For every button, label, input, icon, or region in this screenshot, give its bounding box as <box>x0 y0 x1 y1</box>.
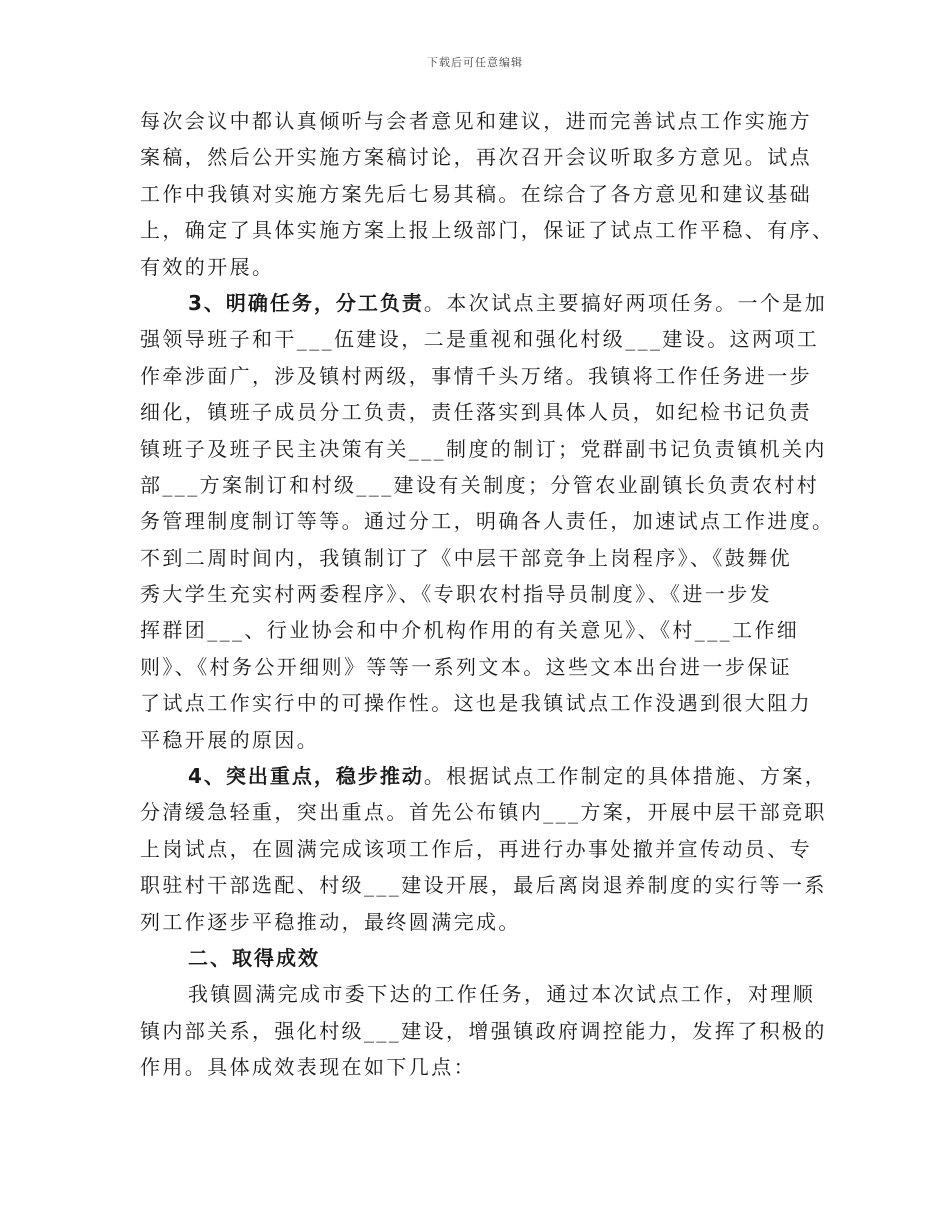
paragraph-results <box>140 976 827 1085</box>
text-line: 我镇圆满完成市委下达的工作任务，通过本次试点工作，对理顺 <box>188 982 816 1007</box>
paragraph-task-division <box>140 285 835 758</box>
text-line: 则》、《村务公开细则》等等一系列文本。这些文本出台进一步保证 <box>140 654 792 679</box>
text-line: 镇班子及班子民主决策有关___制度的制订；党群副书记负责镇机关内 <box>140 436 827 461</box>
point-heading: 4、突出重点，稳步推动 <box>188 764 424 789</box>
section-heading-results <box>140 940 820 976</box>
text-line: 了试点工作实行中的可操作性。这也是我镇试点工作没遇到很大阻力 <box>140 691 812 716</box>
text-line: 细化，镇班子成员分工负责，责任落实到具体人员，如纪检书记负责 <box>140 400 812 425</box>
text-run: 。根据试点工作制定的具体措施、方案， <box>423 764 828 789</box>
text-line: 部___方案制订和村级___建设有关制度；分管农业副镇长负责农村村 <box>140 472 820 497</box>
text-line: 上岗试点，在圆满完成该项工作后，再进行办事处撤并宣传动员、专 <box>140 836 812 861</box>
text-line: 列工作逐步平稳推动，最终圆满完成。 <box>140 909 521 934</box>
text-line: 上，确定了具体实施方案上报上级部门，保证了试点工作平稳、有序、 <box>140 218 835 243</box>
text-line: 务管理制度制订等等。通过分工，明确各人责任，加速试点工作进度。 <box>140 509 835 534</box>
text-line: 作牵涉面广，涉及镇村两级，事情千头万绪。我镇将工作任务进一步 <box>140 363 812 388</box>
text-line: 强领导班子和干___伍建设，二是重视和强化村级___建设。这两项工 <box>140 327 820 352</box>
text-line: 不到二周时间内，我镇制订了《中层干部竞争上岗程序》、《鼓舞优 <box>140 545 792 570</box>
point-heading: 3、明确任务，分工负责 <box>188 290 424 315</box>
text-line: 挥群团___、行业协会和中介机构作用的有关意见》、《村___工作细 <box>140 618 800 643</box>
text-line: 案稿，然后公开实施方案稿讨论，再次召开会议听取多方意见。试点 <box>140 145 812 170</box>
page-header: 下载后可任意编辑 <box>427 56 523 69</box>
section-title: 二、取得成效 <box>188 945 320 970</box>
text-line: 工作中我镇对实施方案先后七易其稿。在综合了各方意见和建议基础 <box>140 181 812 206</box>
text-line: 每次会议中都认真倾听与会者意见和建议，进而完善试点工作实施方 <box>140 109 812 133</box>
paragraph-key-priorities <box>140 758 828 940</box>
text-line: 秀大学生充实村两委程序》、《专职农村指导员制度》、《进一步发 <box>140 582 772 607</box>
text-line: 平稳开展的原因。 <box>140 727 320 752</box>
text-line: 有效的开展。 <box>140 254 275 279</box>
text-line <box>140 285 828 321</box>
paragraph-consultation <box>140 103 835 285</box>
text-line <box>140 758 828 794</box>
document-body <box>140 103 835 1086</box>
text-line: 分清缓急轻重，突出重点。首先公布镇内___方案，开展中层干部竞职 <box>140 800 827 825</box>
text-run: 。本次试点主要搞好两项任务。一个是加 <box>423 290 828 315</box>
text-line: 职驻村干部选配、村级___建设开展，最后离岗退养制度的实行等一系 <box>140 873 827 898</box>
text-line: 作用。具体成效表现在如下几点： <box>140 1055 476 1080</box>
text-line: 镇内部关系，强化村级___建设，增强镇政府调控能力，发挥了积极的 <box>140 1018 827 1043</box>
